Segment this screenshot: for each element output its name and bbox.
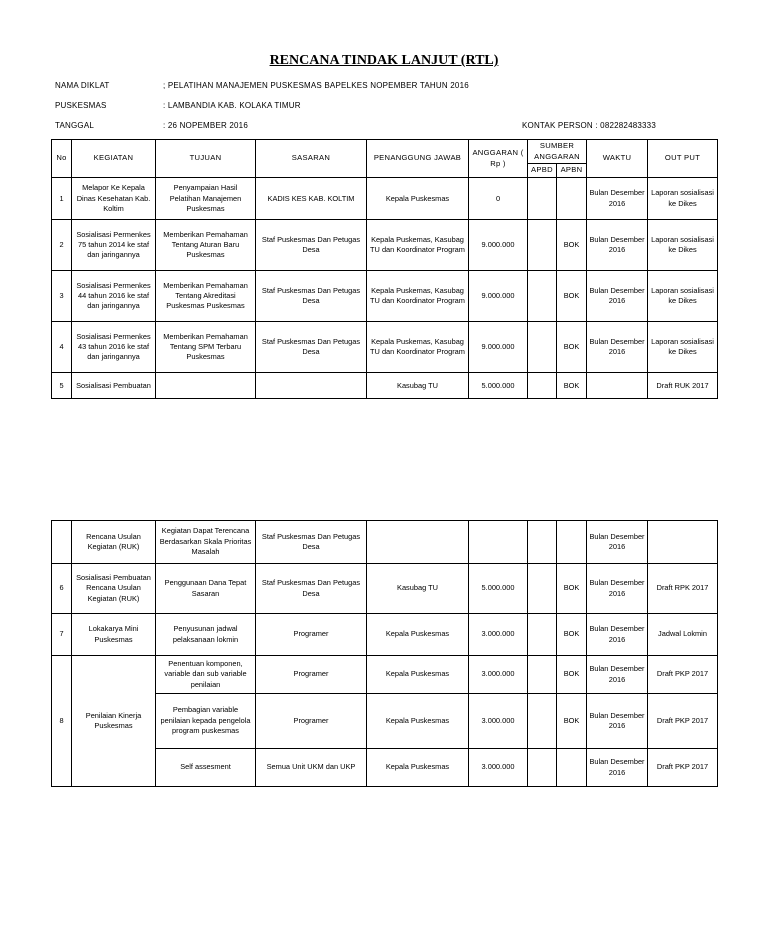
cell-apbd bbox=[528, 178, 557, 220]
cell-apbd bbox=[528, 564, 557, 614]
cell-no bbox=[52, 521, 72, 564]
cell-output: Draft PKP 2017 bbox=[648, 694, 718, 749]
header-waktu: WAKTU bbox=[587, 140, 648, 178]
cell-kegiatan: Sosialisasi Pembuatan bbox=[72, 373, 156, 399]
cell-no: 3 bbox=[52, 271, 72, 322]
header-apbn: APBN bbox=[557, 164, 587, 178]
cell-sasaran: Programer bbox=[256, 694, 367, 749]
header-penanggung-jawab: PENANGGUNG JAWAB bbox=[367, 140, 469, 178]
cell-penanggung-jawab bbox=[367, 521, 469, 564]
cell-tujuan: Penyampaian Hasil Pelatihan Manajemen Puskesmas bbox=[156, 178, 256, 220]
cell-output: Laporan sosialisasi ke Dikes bbox=[648, 178, 718, 220]
cell-anggaran: 3.000.000 bbox=[469, 614, 528, 656]
cell-apbd bbox=[528, 322, 557, 373]
cell-apbn: BOK bbox=[557, 373, 587, 399]
cell-no: 5 bbox=[52, 373, 72, 399]
cell-output: Laporan sosialisasi ke Dikes bbox=[648, 220, 718, 271]
document-title: RENCANA TINDAK LANJUT (RTL) bbox=[269, 53, 499, 68]
nama-diklat-label: NAMA DIKLAT bbox=[55, 81, 110, 90]
cell-waktu bbox=[587, 373, 648, 399]
cell-kegiatan: Sosialisasi Permenkes 44 tahun 2016 ke staf dan jaringannya bbox=[72, 271, 156, 322]
cell-penanggung-jawab: Kepala Puskesmas bbox=[367, 614, 469, 656]
cell-kegiatan: Sosialisasi Pembuatan Rencana Usulan Kegiatan (RUK) bbox=[72, 564, 156, 614]
header-tujuan: TUJUAN bbox=[156, 140, 256, 178]
cell-no: 2 bbox=[52, 220, 72, 271]
cell-waktu: Bulan Desember 2016 bbox=[587, 564, 648, 614]
cell-apbd bbox=[528, 373, 557, 399]
table-row bbox=[52, 271, 718, 322]
cell-tujuan: Kegiatan Dapat Terencana Berdasarkan Skala Prioritas Masalah bbox=[156, 521, 256, 564]
cell-tujuan: Memberikan Pemahaman Tentang Aturan Baru Puskesmas bbox=[156, 220, 256, 271]
cell-penanggung-jawab: Kepala Puskesmas bbox=[367, 694, 469, 749]
cell-output: Laporan sosialisasi ke Dikes bbox=[648, 271, 718, 322]
cell-anggaran: 9.000.000 bbox=[469, 322, 528, 373]
cell-penanggung-jawab: Kasubag TU bbox=[367, 373, 469, 399]
cell-penanggung-jawab: Kepala Puskesmas bbox=[367, 178, 469, 220]
cell-sasaran: Staf Puskesmas Dan Petugas Desa bbox=[256, 220, 367, 271]
cell-apbd bbox=[528, 614, 557, 656]
cell-sasaran: Programer bbox=[256, 614, 367, 656]
cell-tujuan: Memberikan Pemahaman Tentang SPM Terbaru Puskesmas bbox=[156, 322, 256, 373]
table-row bbox=[52, 564, 718, 614]
header-sasaran: SASARAN bbox=[256, 140, 367, 178]
cell-anggaran: 9.000.000 bbox=[469, 220, 528, 271]
cell-tujuan: Penggunaan Dana Tepat Sasaran bbox=[156, 564, 256, 614]
cell-waktu: Bulan Desember 2016 bbox=[587, 656, 648, 694]
cell-waktu: Bulan Desember 2016 bbox=[587, 271, 648, 322]
cell-sasaran: Staf Puskesmas Dan Petugas Desa bbox=[256, 521, 367, 564]
cell-tujuan: Memberikan Pemahaman Tentang Akreditasi Puskesmas Puskesmas bbox=[156, 271, 256, 322]
cell-apbn: BOK bbox=[557, 322, 587, 373]
cell-apbd bbox=[528, 521, 557, 564]
cell-output: Draft PKP 2017 bbox=[648, 749, 718, 787]
header-kegiatan: KEGIATAN bbox=[72, 140, 156, 178]
cell-penanggung-jawab: Kepala Puskemas, Kasubag TU dan Koordinator Program bbox=[367, 271, 469, 322]
cell-anggaran: 5.000.000 bbox=[469, 373, 528, 399]
cell-kegiatan: Lokakarya Mini Puskesmas bbox=[72, 614, 156, 656]
cell-anggaran: 9.000.000 bbox=[469, 271, 528, 322]
cell-output: Draft PKP 2017 bbox=[648, 656, 718, 694]
cell-no: 1 bbox=[52, 178, 72, 220]
puskesmas-value: : LAMBANDIA KAB. KOLAKA TIMUR bbox=[163, 101, 301, 110]
nama-diklat-value: ; PELATIHAN MANAJEMEN PUSKESMAS BAPELKES NOPEMBER TAHUN 2016 bbox=[163, 81, 469, 90]
cell-penanggung-jawab: Kepala Puskesmas bbox=[367, 749, 469, 787]
cell-sasaran: Staf Puskesmas Dan Petugas Desa bbox=[256, 564, 367, 614]
cell-no: 8 bbox=[52, 656, 72, 787]
kontak-person: KONTAK PERSON : 082282483333 bbox=[522, 121, 656, 130]
cell-apbd bbox=[528, 694, 557, 749]
cell-output bbox=[648, 521, 718, 564]
cell-kegiatan: Sosialisasi Permenkes 75 tahun 2014 ke staf dan jaringannya bbox=[72, 220, 156, 271]
cell-kegiatan: Melapor Ke Kepala Dinas Kesehatan Kab. Koltim bbox=[72, 178, 156, 220]
cell-apbd bbox=[528, 749, 557, 787]
cell-sasaran bbox=[256, 373, 367, 399]
cell-output: Jadwal Lokmin bbox=[648, 614, 718, 656]
cell-no: 7 bbox=[52, 614, 72, 656]
cell-tujuan: Self assesment bbox=[156, 749, 256, 787]
cell-no: 6 bbox=[52, 564, 72, 614]
table-row bbox=[52, 521, 718, 564]
cell-sasaran: KADIS KES KAB. KOLTIM bbox=[256, 178, 367, 220]
cell-tujuan: Penyusunan jadwal pelaksanaan lokmin bbox=[156, 614, 256, 656]
cell-apbd bbox=[528, 220, 557, 271]
cell-anggaran: 0 bbox=[469, 178, 528, 220]
header-no: No bbox=[52, 140, 72, 178]
table-row bbox=[52, 220, 718, 271]
cell-apbn bbox=[557, 749, 587, 787]
cell-output: Draft RPK 2017 bbox=[648, 564, 718, 614]
table-row bbox=[52, 656, 718, 694]
cell-waktu: Bulan Desember 2016 bbox=[587, 614, 648, 656]
cell-anggaran: 5.000.000 bbox=[469, 564, 528, 614]
cell-waktu: Bulan Desember 2016 bbox=[587, 178, 648, 220]
cell-sasaran: Programer bbox=[256, 656, 367, 694]
cell-sasaran: Semua Unit UKM dan UKP bbox=[256, 749, 367, 787]
puskesmas-label: PUSKESMAS bbox=[55, 101, 107, 110]
table-row bbox=[52, 373, 718, 399]
cell-waktu: Bulan Desember 2016 bbox=[587, 749, 648, 787]
cell-waktu: Bulan Desember 2016 bbox=[587, 220, 648, 271]
cell-penanggung-jawab: Kepala Puskemas, Kasubag TU dan Koordinator Program bbox=[367, 322, 469, 373]
cell-kegiatan: Penilaian Kinerja Puskesmas bbox=[72, 656, 156, 787]
cell-tujuan: Pembagian variable penilaian kepada pengelola program puskesmas bbox=[156, 694, 256, 749]
cell-apbn bbox=[557, 178, 587, 220]
cell-apbn: BOK bbox=[557, 564, 587, 614]
cell-anggaran bbox=[469, 521, 528, 564]
cell-penanggung-jawab: Kepala Puskesmas bbox=[367, 656, 469, 694]
rtl-table-page-1 bbox=[51, 139, 718, 399]
cell-apbd bbox=[528, 656, 557, 694]
header-anggaran: ANGGARAN ( Rp ) bbox=[469, 140, 528, 178]
cell-waktu: Bulan Desember 2016 bbox=[587, 694, 648, 749]
cell-apbn: BOK bbox=[557, 614, 587, 656]
cell-anggaran: 3.000.000 bbox=[469, 656, 528, 694]
cell-anggaran: 3.000.000 bbox=[469, 694, 528, 749]
tanggal-label: TANGGAL bbox=[55, 121, 95, 130]
rtl-table-page-2 bbox=[51, 520, 718, 787]
header-apbd: APBD bbox=[528, 164, 557, 178]
cell-no: 4 bbox=[52, 322, 72, 373]
cell-apbn bbox=[557, 521, 587, 564]
cell-penanggung-jawab: Kasubag TU bbox=[367, 564, 469, 614]
cell-waktu: Bulan Desember 2016 bbox=[587, 521, 648, 564]
cell-apbn: BOK bbox=[557, 694, 587, 749]
table-row bbox=[52, 178, 718, 220]
cell-anggaran: 3.000.000 bbox=[469, 749, 528, 787]
cell-kegiatan: Rencana Usulan Kegiatan (RUK) bbox=[72, 521, 156, 564]
cell-penanggung-jawab: Kepala Puskemas, Kasubag TU dan Koordinator Program bbox=[367, 220, 469, 271]
tanggal-value: : 26 NOPEMBER 2016 bbox=[163, 121, 248, 130]
header-output: OUT PUT bbox=[648, 140, 718, 178]
cell-apbd bbox=[528, 271, 557, 322]
cell-apbn: BOK bbox=[557, 220, 587, 271]
cell-output: Laporan sosialisasi ke Dikes bbox=[648, 322, 718, 373]
cell-sasaran: Staf Puskesmas Dan Petugas Desa bbox=[256, 322, 367, 373]
table-row bbox=[52, 322, 718, 373]
cell-kegiatan: Sosialisasi Permenkes 43 tahun 2016 ke staf dan jaringannya bbox=[72, 322, 156, 373]
table-row bbox=[52, 614, 718, 656]
cell-tujuan bbox=[156, 373, 256, 399]
header-sumber-anggaran: SUMBER ANGGARAN bbox=[528, 140, 587, 164]
cell-apbn: BOK bbox=[557, 656, 587, 694]
cell-tujuan: Penentuan komponen, variable dan sub variable penilaian bbox=[156, 656, 256, 694]
cell-apbn: BOK bbox=[557, 271, 587, 322]
cell-sasaran: Staf Puskesmas Dan Petugas Desa bbox=[256, 271, 367, 322]
cell-waktu: Bulan Desember 2016 bbox=[587, 322, 648, 373]
cell-output: Draft RUK 2017 bbox=[648, 373, 718, 399]
